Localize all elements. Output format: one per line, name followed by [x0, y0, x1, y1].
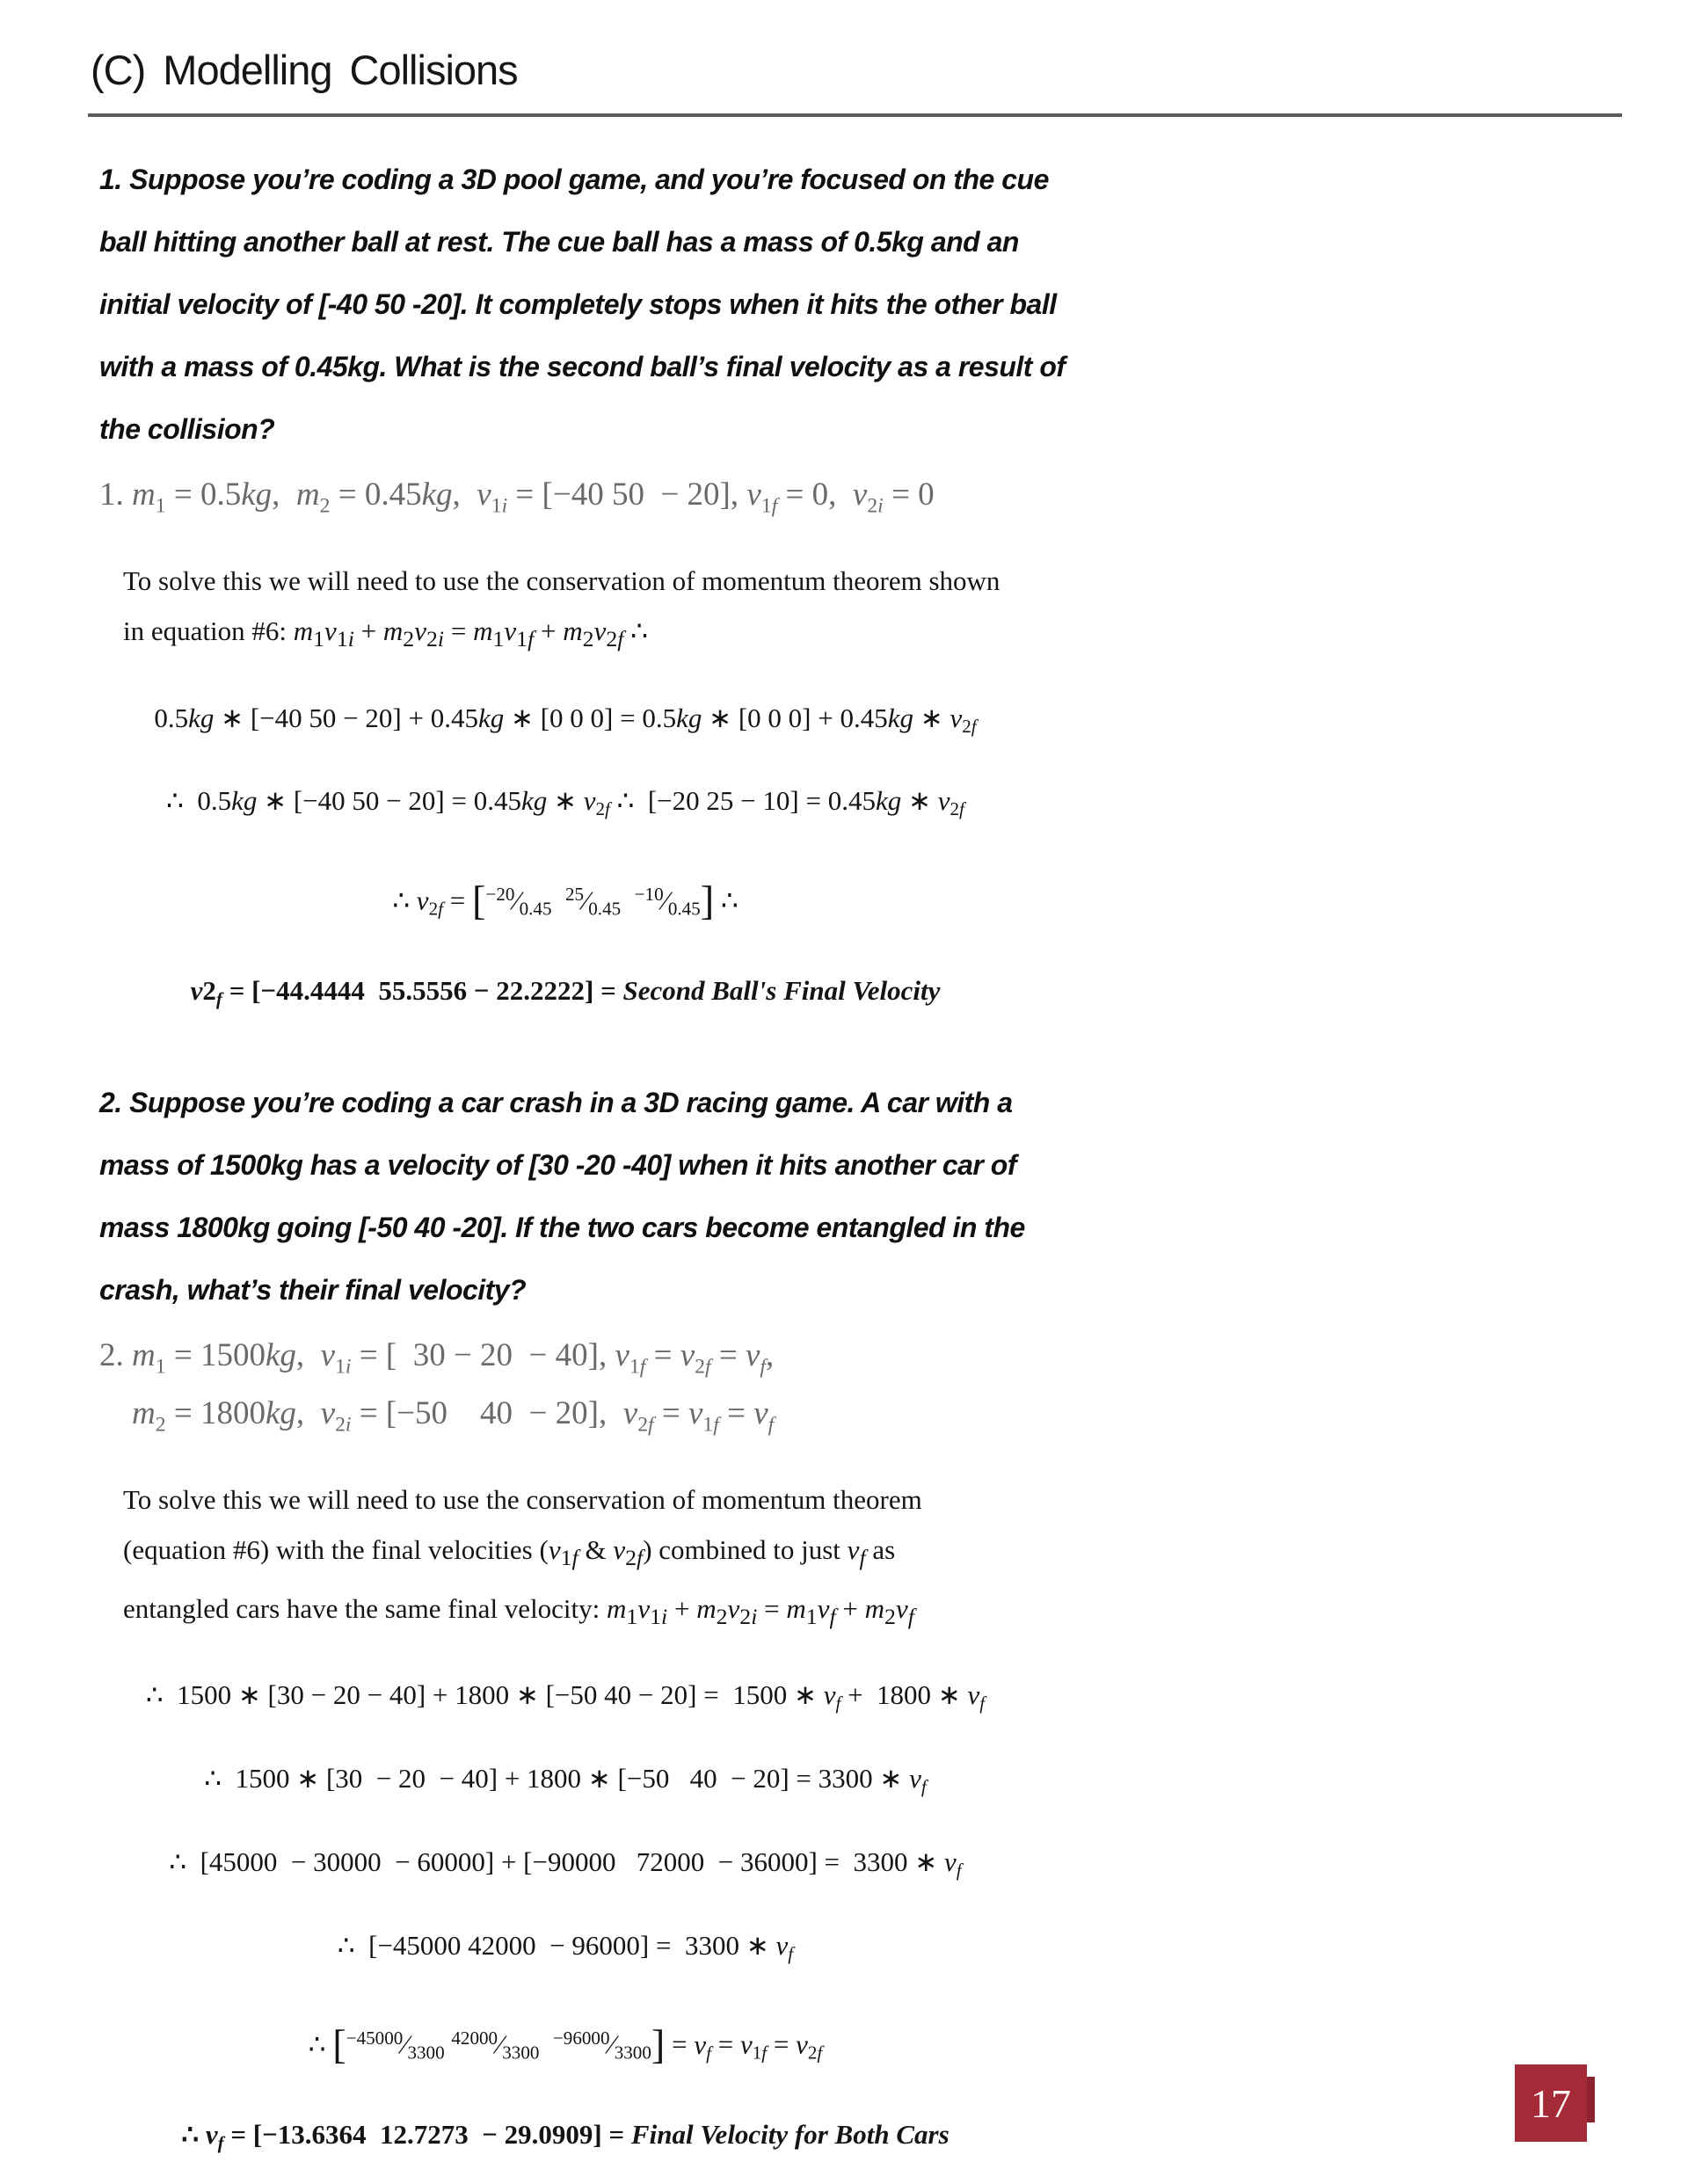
eq-2-step-4: ∴ [−45000 42000 − 96000] = 3300 ∗ $v_f$	[337, 1929, 794, 1964]
question-2-text: 2. Suppose you’re coding a car crash in a 3D racing game. A car with a mass of 1500kg has a velocity of [30 -20 -40] when it hits another car of mass 1800kg going [-50 40 -20]. If the two cars become entangled in the crash, what’s their final velocity?	[99, 1086, 1025, 1306]
problem-2-given	[99, 1332, 1688, 1449]
solution-2-intro: To solve this we will need to use the conservation of momentum theorem (equation #6) with the final velocities ($v_{1f}$ & $v_{2f}$) combined to just $v_f$ as entangled cars have the same final velocity: $m_1v_{1i} + m_2v_{2i} = m_1v_f + m_2v_f$	[123, 1484, 922, 1629]
eq-2-step-1: ∴ 1500 ∗ [30 − 20 − 40] + 1800 ∗ [−50 40 − 20] = 1500 ∗ $v_f + 1800$ ∗ $v_f$	[145, 1678, 986, 1714]
eq-2-step-3: ∴ [45000 − 30000 − 60000] + [−90000 72000 − 36000] = 3300 ∗ $v_f$	[169, 1845, 962, 1881]
eq-2-step-2: ∴ 1500 ∗ [30 − 20 − 40] + 1800 ∗ [−50 40 − 20] = 3300 ∗ $v_f$	[204, 1762, 927, 1797]
eq-1-step-2: ∴ 0.5kg ∗ [−40 50 − 20] = 0.45kg ∗ $v_{2f}$ ∴ [−20 25 − 10] = 0.45kg ∗ $v_{2f}$	[166, 785, 964, 820]
problem-2-section	[0, 1072, 1688, 2165]
solution-1-intro: To solve this we will need to use the conservation of momentum theorem shown in equation #6: $m_1v_{1i} + m_2v_{2i} = m_1v_{1f} + m_2v_{2f}$ ∴	[123, 565, 1000, 652]
result-2: ∴ $v_f = [-13.6364$ 12.7273 − 29.0909] = Final Velocity for Both Cars	[181, 2118, 950, 2153]
question-1-text: 1. Suppose you’re coding a 3D pool game, and you’re focused on the cue ball hitting another ball at rest. The cue ball has a mass of 0.5kg and an initial velocity of [-40 50 -20]. It completely stops when it hits the other ball with a mass of 0.45kg. What is the second ball’s final velocity as a result of the collision?	[99, 164, 1066, 445]
eq-1-step-3: ∴ $v_{2f}$ = [$^{-20}⁄_{0.45}$ $^{25}⁄_{0.45}$ $^{-10}⁄_{0.45}$] ∴	[392, 879, 738, 925]
page-number-badge	[1515, 2064, 1587, 2142]
problem-1-section	[0, 149, 1688, 1021]
problem-2-given-line-2: $m_2 = 1800kg$, $v_{2i} = [-50$ 40 − 20], $v_{2f} = v_{1f} = v_f$	[132, 1395, 775, 1437]
result-1: $v2_f = [-44.4444$ 55.5556 − 22.2222] = Second Ball's Final Velocity	[190, 974, 941, 1009]
solution-1-steps	[99, 696, 1031, 1021]
eq-1-step-1: 0.5kg ∗ [−40 50 − 20] + 0.45kg ∗ [0 0 0] = 0.5kg ∗ [0 0 0] + 0.45kg ∗ $v_{2f}$	[154, 702, 977, 737]
solution-2-steps	[99, 1673, 1031, 2165]
page-title: (C) Modelling Collisions	[91, 47, 518, 93]
page-number-label: 17	[1531, 2080, 1571, 2126]
title-underline	[88, 113, 1622, 117]
problem-2-given-line-1: 2. $m_1 = 1500kg$, $v_{1i}$ = [ 30 − 20 − 40], $v_{1f} = v_{2f} = v_f$,	[99, 1336, 775, 1379]
eq-2-step-5: ∴ [$^{-45000}⁄_{3300}$ $^{42000}⁄_{3300}$ $^{-96000}⁄_{3300}] = v_f = v_{1f} = v_{2f}$	[308, 2023, 823, 2069]
problem-1-given: 1. $m_1 = 0.5kg$, $m_2 = 0.45kg$, $v_{1i} = [-40$ 50 − 20], $v_{1f} = 0$, $v_{2i} = 0$	[99, 477, 935, 518]
